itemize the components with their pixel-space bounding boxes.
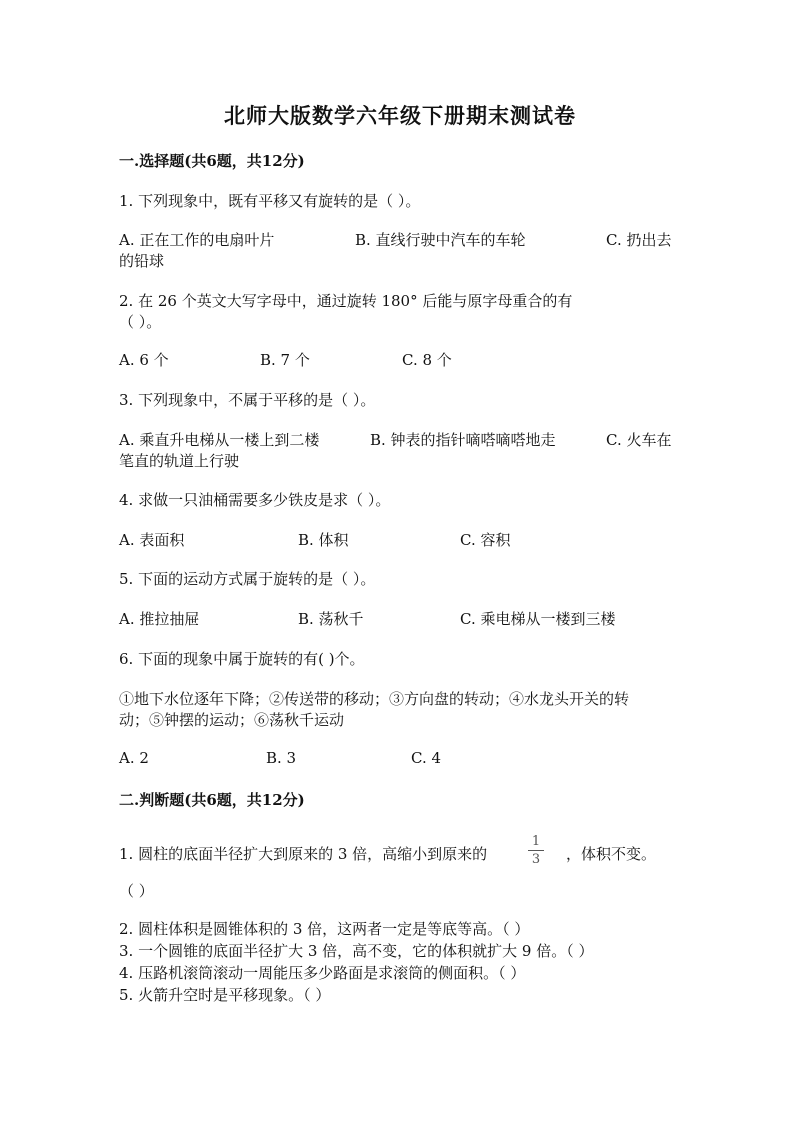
question-3-option-c-cont: 笔直的轨道上行驶	[119, 452, 240, 470]
judgment-2: 2. 圆柱体积是圆锥体积的 3 倍，这两者一定是等底等高。（ ）	[119, 920, 530, 938]
question-4-option-c: C. 容积	[460, 531, 511, 549]
question-5-stem: 5. 下面的运动方式属于旋转的是（ ）。	[119, 570, 376, 588]
question-6-items-line-2: 动；⑤钟摆的运动；⑥荡秋千运动	[119, 711, 345, 729]
question-5-option-a: A. 推拉抽屉	[119, 610, 200, 628]
question-4-option-a: A. 表面积	[119, 531, 185, 549]
section2-heading: 二.判断题(共6题，共12分)	[119, 791, 305, 809]
fraction-one-third	[528, 834, 544, 867]
question-6-option-a: A. 2	[119, 749, 149, 767]
question-6-items-line-1: ①地下水位逐年下降；②传送带的移动；③方向盘的转动；④水龙头开关的转	[119, 690, 630, 708]
judgment-1-answer-blank: （ ）	[119, 882, 154, 900]
question-3-option-a: A. 乘直升电梯从一楼上到二楼	[119, 431, 320, 449]
question-4-option-b: B. 体积	[298, 531, 349, 549]
question-6-stem: 6. 下面的现象中属于旋转的有( )个。	[119, 650, 365, 668]
judgment-1-text-end: ，体积不变。	[566, 845, 657, 863]
question-3-option-c: C. 火车在	[606, 431, 672, 449]
question-1-stem: 1. 下列现象中，既有平移又有旋转的是（ ）。	[119, 192, 421, 210]
question-6-option-b: B. 3	[266, 749, 297, 767]
judgment-5: 5. 火箭升空时是平移现象。（ ）	[119, 986, 331, 1004]
question-2-option-b: B. 7 个	[260, 351, 310, 369]
question-2-option-c: C. 8 个	[402, 351, 452, 369]
question-3-stem: 3. 下列现象中，不属于平移的是（ ）。	[119, 391, 376, 409]
fraction-bar	[528, 850, 544, 851]
fraction-numerator: 1	[531, 834, 541, 849]
question-1-option-c: C. 扔出去	[606, 231, 672, 249]
question-2-stem: 2. 在 26 个英文大写字母中，通过旋转 180° 后能与原字母重合的有	[119, 292, 573, 310]
question-6-option-c: C. 4	[411, 749, 442, 767]
page-title: 北师大版数学六年级下册期末测试卷	[224, 103, 576, 128]
question-3-option-b: B. 钟表的指针嘀嗒嘀嗒地走	[370, 431, 556, 449]
question-2-stem-cont: （ ）。	[119, 313, 162, 331]
judgment-3: 3. 一个圆锥的底面半径扩大 3 倍，高不变，它的体积就扩大 9 倍。（ ）	[119, 942, 594, 960]
question-1-option-a: A. 正在工作的电扇叶片	[119, 231, 275, 249]
fraction-denominator: 3	[531, 852, 541, 867]
question-5-option-c: C. 乘电梯从一楼到三楼	[460, 610, 616, 628]
question-4-stem: 4. 求做一只油桶需要多少铁皮是求（ ）。	[119, 491, 391, 509]
question-2-option-a: A. 6 个	[119, 351, 169, 369]
judgment-4: 4. 压路机滚筒滚动一周能压多少路面是求滚筒的侧面积。（ ）	[119, 964, 526, 982]
section1-heading: 一.选择题(共6题，共12分)	[119, 152, 305, 170]
question-1-option-c-cont: 的铅球	[119, 252, 165, 270]
judgment-1-text: 1. 圆柱的底面半径扩大到原来的 3 倍，高缩小到原来的	[119, 845, 488, 863]
question-1-option-b: B. 直线行驶中汽车的车轮	[355, 231, 526, 249]
question-5-option-b: B. 荡秋千	[298, 610, 364, 628]
